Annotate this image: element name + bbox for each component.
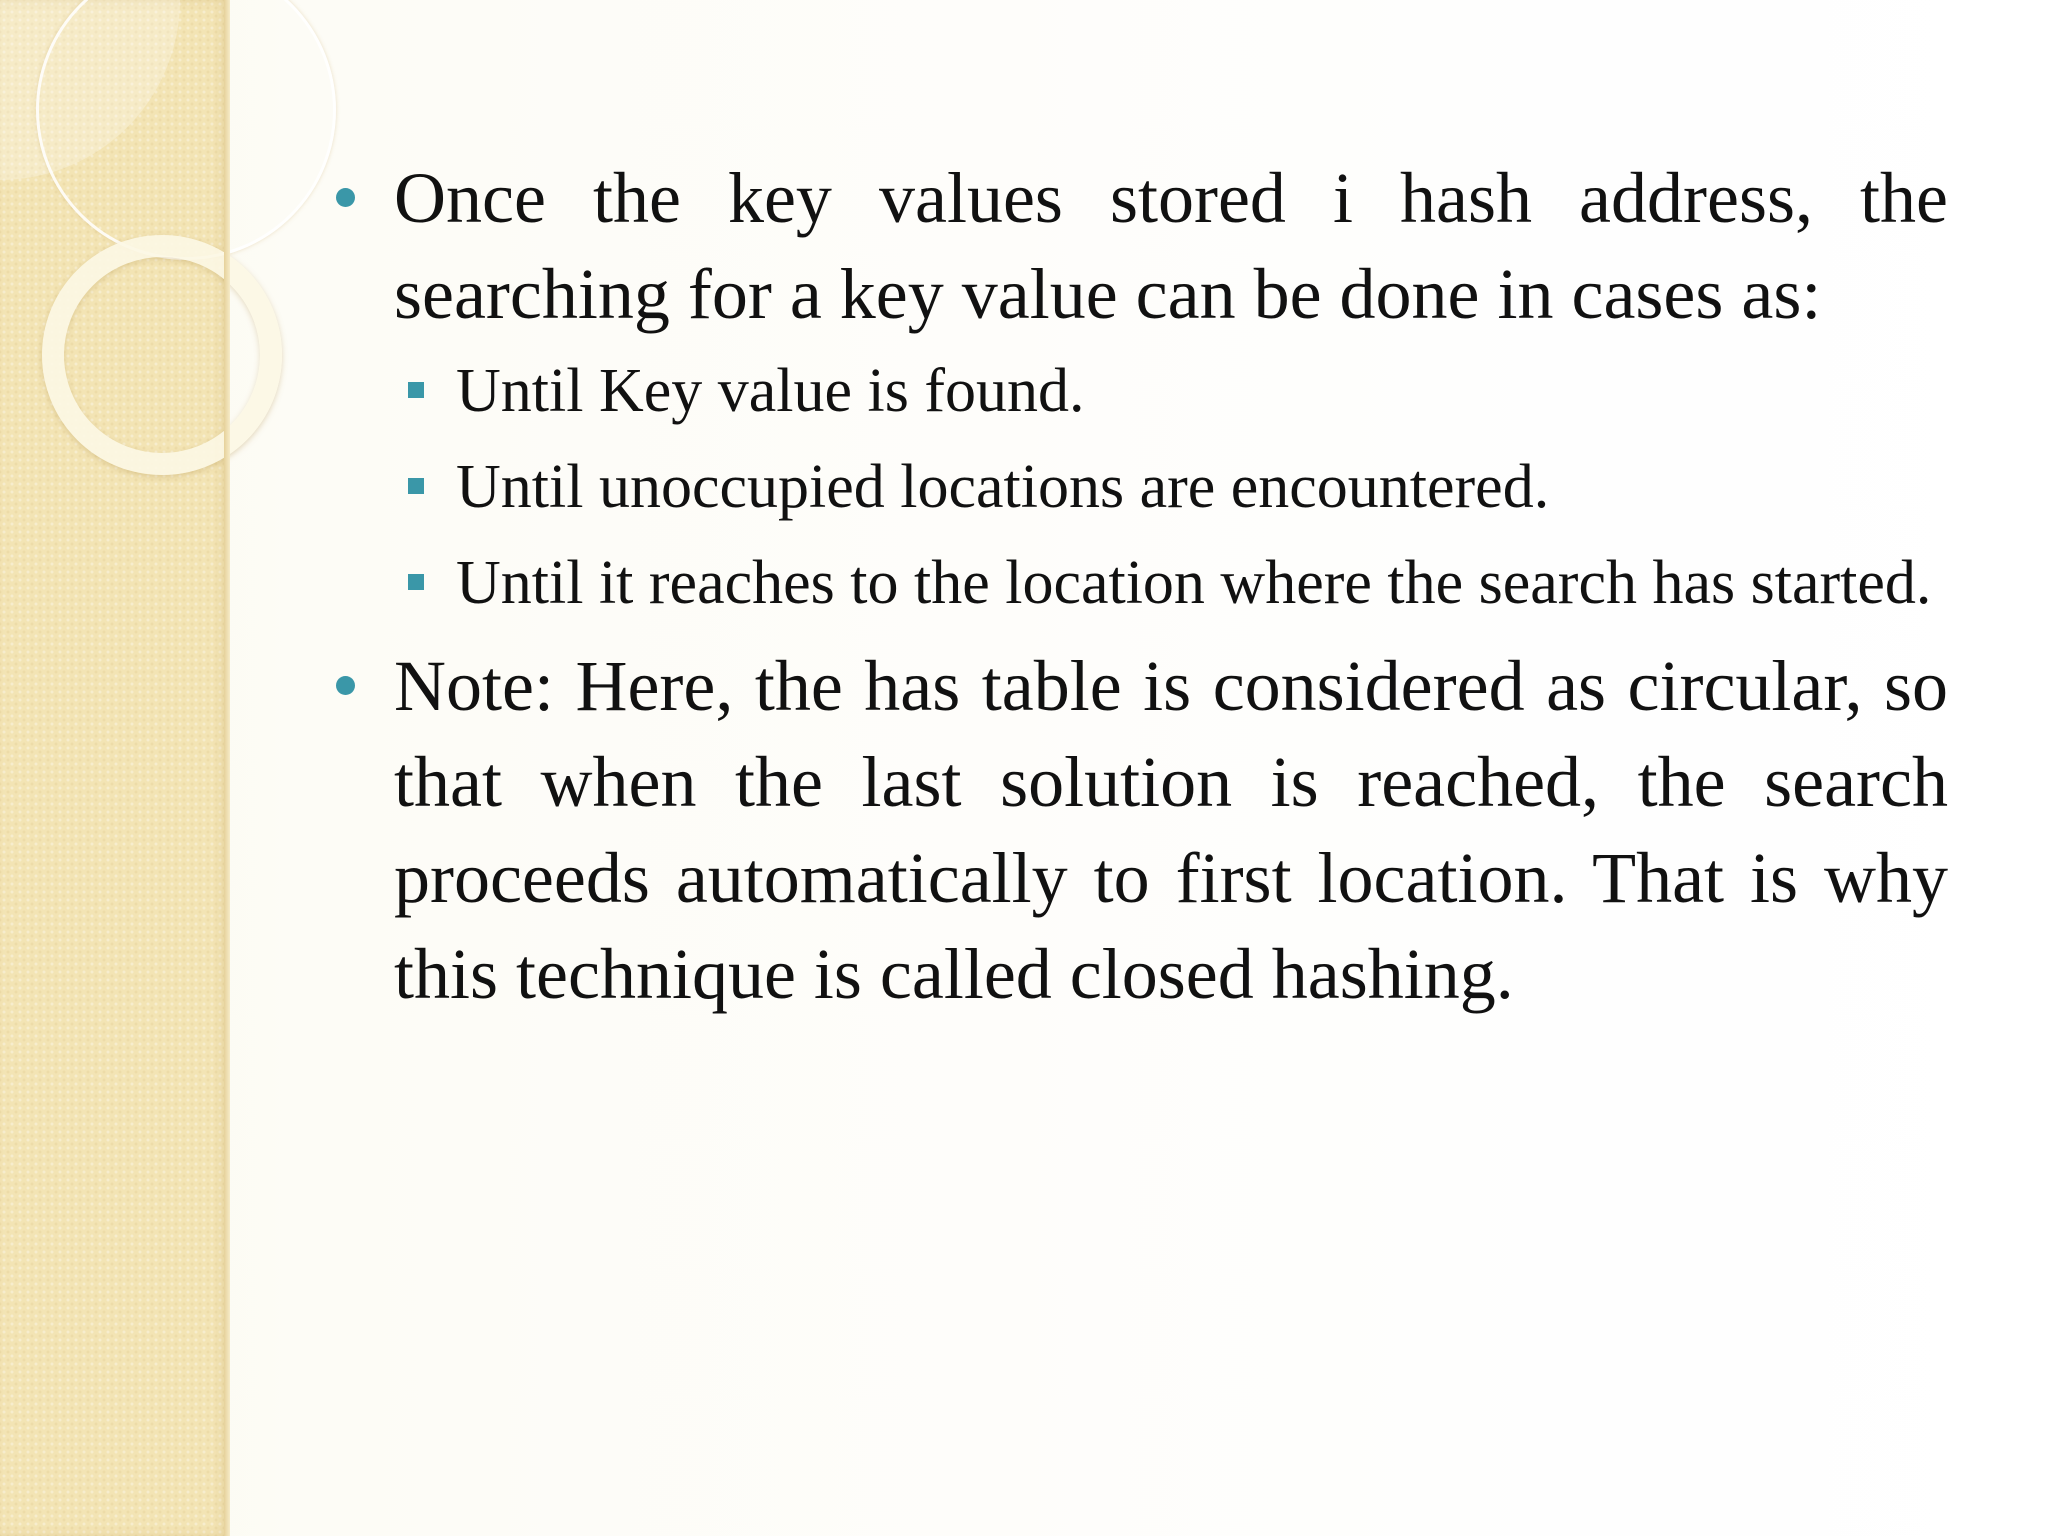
sub-bullet-item [394, 446, 1948, 528]
bullet-item-1 [336, 150, 1948, 624]
square-bullet-icon [408, 574, 424, 590]
band-edge-divider [224, 0, 230, 1536]
square-bullet-icon [408, 478, 424, 494]
decorative-side-band [0, 0, 228, 1536]
bullet-text: Note: Here, the has table is considered as circular, so that when the last solution is reached, the search proceeds automatically to first location. That is why this technique is called closed hashing. [394, 646, 1948, 1014]
slide-body [336, 150, 1948, 1022]
sub-bullet-text: Until unoccupied locations are encountered. [456, 453, 1550, 521]
decorative-ring-outline [36, 0, 336, 260]
bullet-text: Once the key values stored i hash address, the searching for a key value can be done in cases as: [394, 158, 1948, 334]
sub-bullet-text: Until Key value is found. [456, 357, 1085, 425]
sub-bullet-item [394, 542, 1948, 624]
bullet-item-2 [336, 638, 1948, 1022]
decorative-ring-thick [42, 235, 282, 475]
sub-bullet-list [394, 350, 1948, 624]
square-bullet-icon [408, 382, 424, 398]
sub-bullet-text: Until it reaches to the location where the search has started. [456, 549, 1932, 617]
round-bullet-icon [336, 676, 355, 695]
sub-bullet-item [394, 350, 1948, 432]
round-bullet-icon [336, 188, 355, 207]
